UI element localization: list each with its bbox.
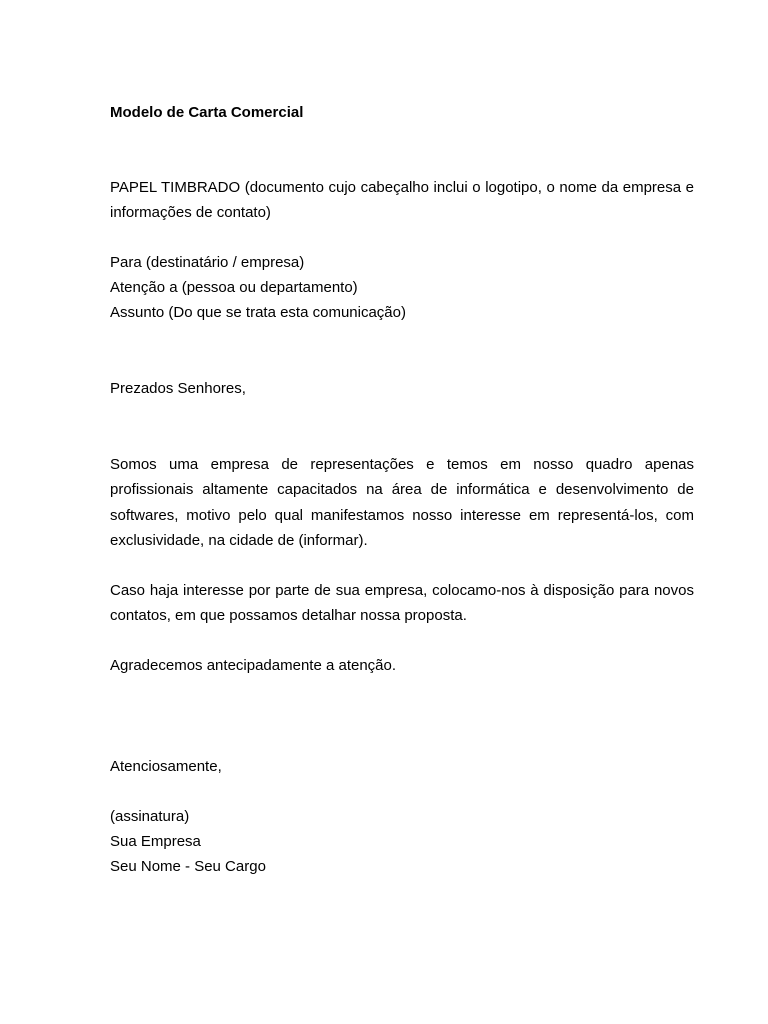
recipient-attention: Atenção a (pessoa ou departamento) [110,279,358,296]
salutation: Prezados Senhores, [110,380,246,397]
signature-placeholder: (assinatura) [110,808,190,825]
closing: Atenciosamente, [110,758,222,775]
signature-name-role: Seu Nome - Seu Cargo [110,858,266,875]
recipient-subject: Assunto (Do que se trata esta comunicação) [110,304,406,321]
recipient-to: Para (destinatário / empresa) [110,254,305,271]
signature-company: Sua Empresa [110,833,201,850]
body-paragraph-2: Caso haja interesse por parte de sua empresa, colocamo-nos à disposição para novos contatos, em que possamos detalhar nossa proposta. [110,582,694,625]
document-title: Modelo de Carta Comercial [110,104,304,121]
body-paragraph-3: Agradecemos antecipadamente a atenção. [110,657,397,674]
letterhead-note: PAPEL TIMBRADO (documento cujo cabeçalho inclui o logotipo, o nome da empresa e informações de contato) [110,179,694,222]
body-paragraph-1: Somos uma empresa de representações e temos em nosso quadro apenas profissionais altamente capacitados na área de informática e desenvolvimento de softwares, motivo pelo qual manifestamos nosso interesse em representá-los, com exclusividade, na cidade de (informar). [110,456,694,549]
